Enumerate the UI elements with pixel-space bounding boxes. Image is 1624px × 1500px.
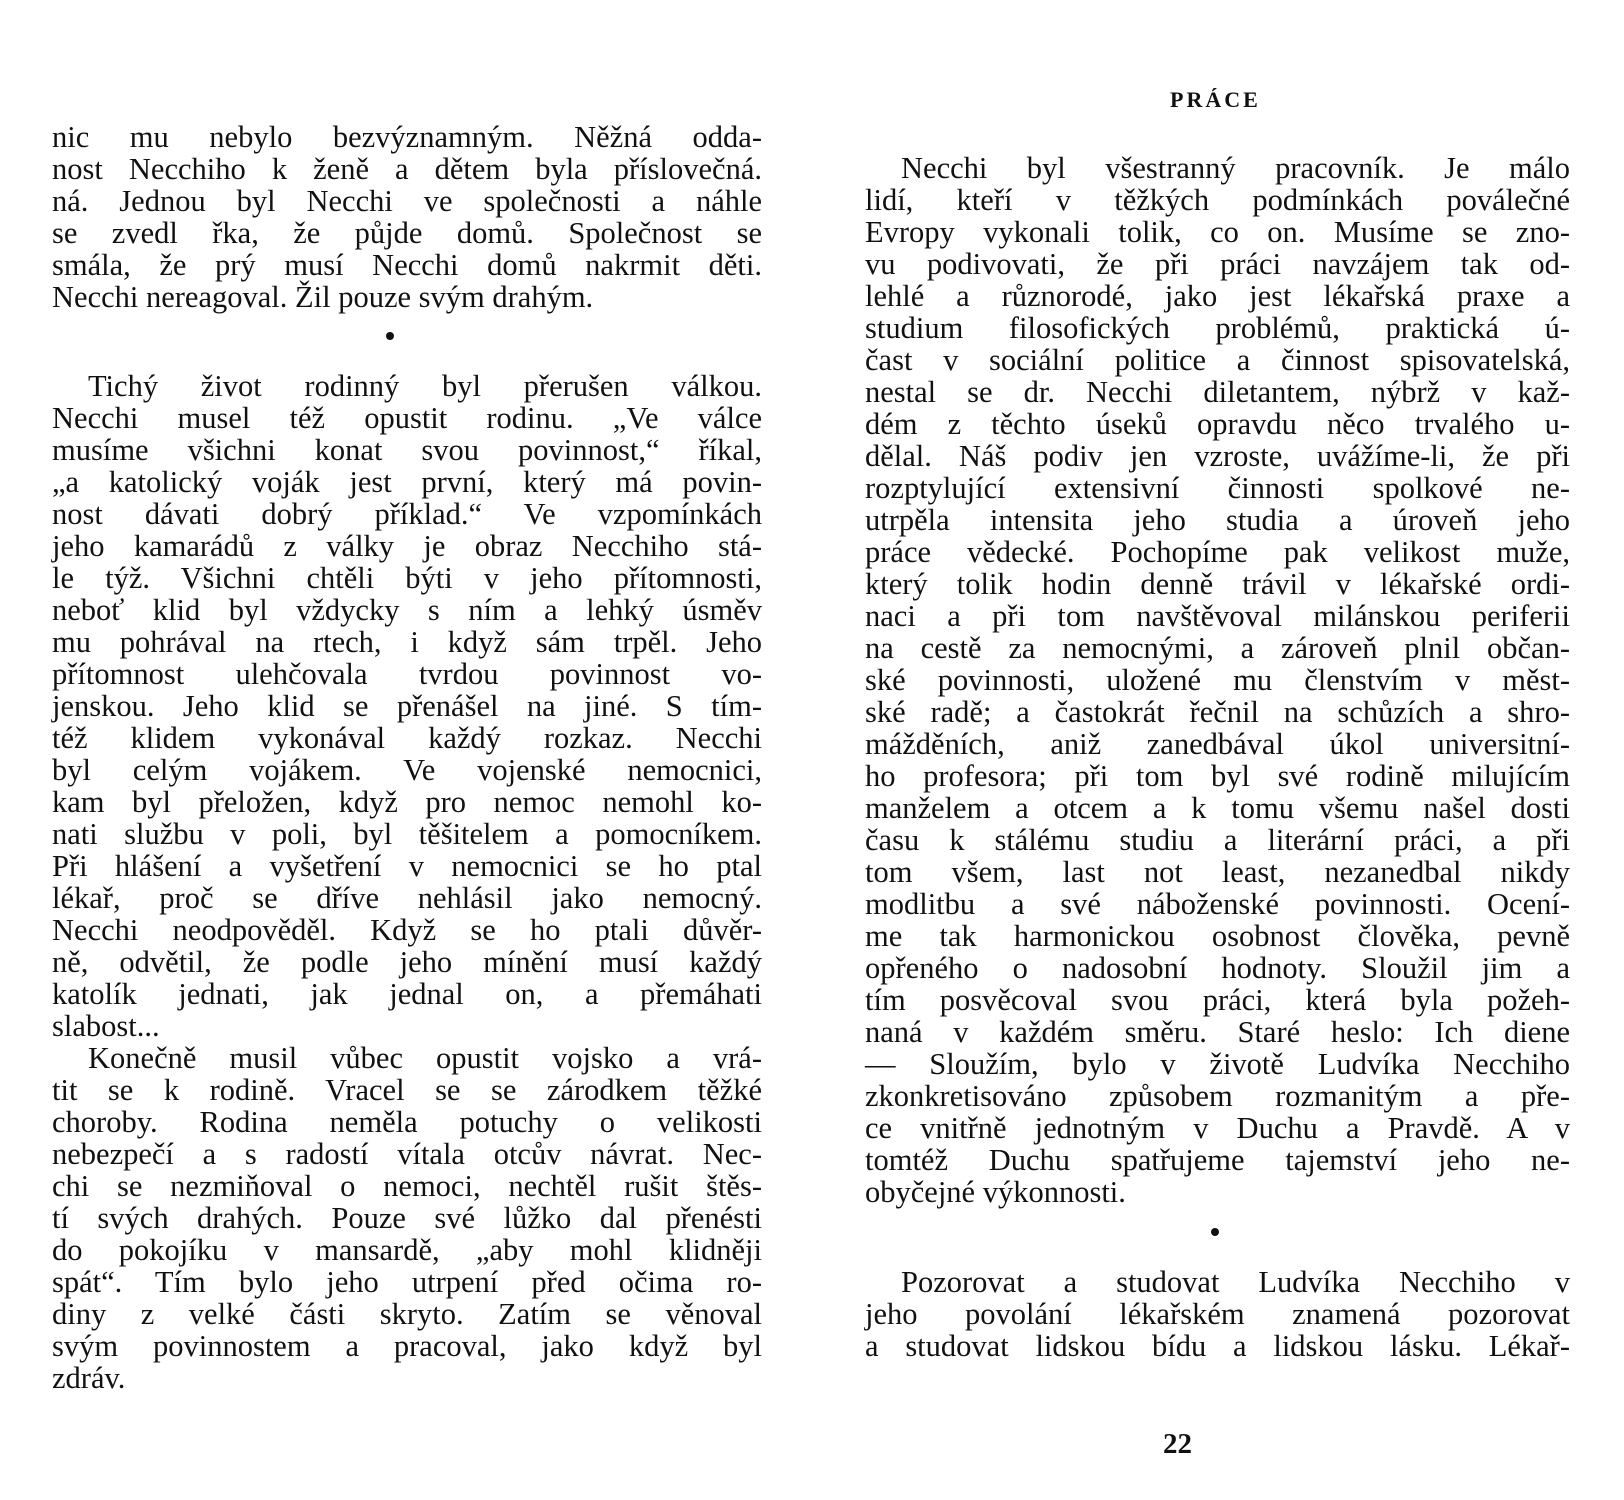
text-line: byl celým vojákem. Ve vojenské nemocnici, [52,753,762,787]
text-line: tím posvěcoval svou práci, která byla požeh- [865,983,1570,1017]
text-line: ho profesora; při tom byl své rodině milujícím [865,759,1570,793]
text-line: dém z těchto úseků opravdu něco trvalého u- [865,407,1570,441]
text-line: naci a při tom navštěvoval milánskou periferii [865,599,1570,633]
text-line: tomtéž Duchu spatřujeme tajemství jeho ne- [865,1143,1570,1177]
text-line: ské povinnosti, uložené mu členstvím v měst- [865,663,1570,697]
text-line: opřeného o nadosobní hodnoty. Sloužil jim a [865,951,1570,985]
text-line: modlitbu a své náboženské povinnosti. Ocení- [865,887,1570,921]
text-line: do pokojíku v mansardě, „aby mohl klidněji [52,1233,762,1267]
text-line: ské radě; a častokrát řečnil na schůzích a shro- [865,695,1570,729]
text-line: mážděních, aniž zanedbával úkol universitní- [865,727,1570,761]
text-line: Necchi byl všestranný pracovník. Je málo [901,151,1570,185]
text-line: nati službu v poli, byl těšitelem a pomocníkem. [52,817,762,851]
text-line: utrpěla intensita jeho studia a úroveň jeho [865,503,1570,537]
text-line: le týž. Všichni chtěli býti v jeho přítomnosti, [52,561,762,595]
text-line: nic mu nebylo bezvýznamným. Něžná odda- [52,120,762,154]
text-line: choroby. Rodina neměla potuchy o velikosti [52,1105,762,1139]
text-line: práce vědecké. Pochopíme pak velikost muže, [865,535,1570,569]
section-divider-dot [1211,1228,1219,1236]
text-line: slabost... [52,1009,160,1043]
text-line: smála, že prý musí Necchi domů nakrmit děti. [52,248,762,282]
text-line: — Sloužím, bylo v životě Ludvíka Necchiho [865,1047,1570,1081]
text-line: jeho povolání lékařském znamená pozorovat [865,1297,1570,1331]
text-line: čast v sociální politice a činnost spisovatelská, [865,343,1570,377]
left-page [52,0,762,1500]
text-line: Evropy vykonali tolik, co on. Musíme se zno- [865,215,1570,249]
text-line: přítomnost ulehčovala tvrdou povinnost vo- [52,657,762,691]
text-line: musíme všichni konat svou povinnost,“ říkal, [52,433,762,467]
text-line: nost dávati dobrý příklad.“ Ve vzpomínkách [52,497,762,531]
text-line: nebezpečí a s radostí vítala otcův návrat. Nec- [52,1137,762,1171]
text-line: který tolik hodin denně trávil v lékařské ordi- [865,567,1570,601]
text-line: studium filosofických problémů, praktická ú- [865,311,1570,345]
text-line: nost Necchiho k ženě a dětem byla příslovečná. [52,152,762,186]
text-line: Necchi nereagoval. Žil pouze svým drahým. [52,280,594,314]
text-line: obyčejné výkonnosti. [865,1175,1126,1209]
text-line: a studovat lidskou bídu a lidskou lásku. Lékař- [865,1329,1570,1363]
text-line: naná v každém směru. Staré heslo: Ich diene [865,1015,1570,1049]
text-line: tit se k rodině. Vracel se se zárodkem těžké [52,1073,762,1107]
text-line: Tichý život rodinný byl přerušen válkou. [88,369,762,403]
right-page [865,0,1570,1500]
text-line: tom všem, last not least, nezanedbal nikdy [865,855,1570,889]
running-head: PRÁCE [1170,87,1261,112]
text-line: me tak harmonickou osobnost člověka, pevně [865,919,1570,953]
text-line: vu podivovati, že při práci navzájem tak od- [865,247,1570,281]
text-line: zkonkretisováno způsobem rozmanitým a pře- [865,1079,1570,1113]
text-line: nestal se dr. Necchi diletantem, nýbrž v kaž- [865,375,1570,409]
section-divider-dot [386,332,394,340]
page-number: 22 [1163,1428,1192,1460]
text-line: manželem a otcem a k tomu všemu našel dosti [865,791,1570,825]
text-line: „a katolický voják jest první, který má povin- [52,465,762,499]
text-line: Pozorovat a studovat Ludvíka Necchiho v [901,1265,1570,1299]
text-line: též klidem vykonával každý rozkaz. Necchi [52,721,762,755]
text-line: jenskou. Jeho klid se přenášel na jiné. S tím- [52,689,762,723]
text-line: spát“. Tím bylo jeho utrpení před očima ro- [52,1265,762,1299]
text-line: kam byl přeložen, když pro nemoc nemohl ko- [52,785,762,819]
text-line: svým povinnostem a pracoval, jako když byl [52,1329,762,1363]
text-line: katolík jednati, jak jednal on, a přemáhati [52,977,762,1011]
text-line: se zvedl řka, že půjde domů. Společnost se [52,216,762,250]
text-line: Při hlášení a vyšetření v nemocnici se ho ptal [52,849,762,883]
text-line: Necchi musel též opustit rodinu. „Ve válce [52,401,762,435]
text-line: neboť klid byl vždycky s ním a lehký úsměv [52,593,762,627]
text-line: jeho kamarádů z války je obraz Necchiho stá- [52,529,762,563]
text-line: Necchi neodpověděl. Když se ho ptali důvěr- [52,913,762,947]
text-line: mu pohrával na rtech, i když sám trpěl. Jeho [52,625,762,659]
text-line: lehlé a různorodé, jako jest lékařská praxe a [865,279,1570,313]
text-line: lidí, kteří v těžkých podmínkách poválečné [865,183,1570,217]
text-line: tí svých drahých. Pouze své lůžko dal přenésti [52,1201,762,1235]
text-line: Konečně musil vůbec opustit vojsko a vrá- [88,1041,762,1075]
text-line: lékař, proč se dříve nehlásil jako nemocný. [52,881,762,915]
text-line: zdráv. [52,1361,126,1395]
text-line: ná. Jednou byl Necchi ve společnosti a náhle [52,184,762,218]
text-line: diny z velké části skryto. Zatím se věnoval [52,1297,762,1331]
text-line: času k stálému studiu a literární práci, a při [865,823,1570,857]
text-line: ce vnitřně jednotným v Duchu a Pravdě. A v [865,1111,1570,1145]
text-line: dělal. Náš podiv jen vzroste, uvážíme-li, že při [865,439,1570,473]
text-line: ně, odvětil, že podle jeho mínění musí každý [52,945,762,979]
text-line: rozptylující extensivní činnosti spolkové ne- [865,471,1570,505]
text-line: chi se nezmiňoval o nemoci, nechtěl rušit štěs- [52,1169,762,1203]
text-line: na cestě za nemocnými, a zároveň plnil občan- [865,631,1570,665]
